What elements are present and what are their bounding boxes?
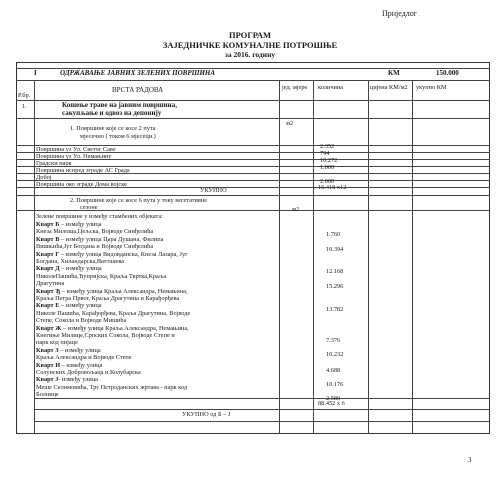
quarter-name: Кварт Ј: [36, 376, 59, 384]
quarter-text-line: [36, 369, 141, 376]
quarter-streets: Солунских Добровољаца и Колубарска: [36, 369, 141, 376]
location-label: Површина уз Ул. Немањину: [36, 152, 112, 160]
quarter-streets: – између улица Краља Александра, Немањина,: [61, 324, 189, 332]
quarter-text-line: [36, 228, 153, 235]
quarter-name: Кварт З: [36, 346, 59, 354]
col-total: укупно КМ: [416, 84, 447, 91]
sub2-unit: м2: [292, 206, 300, 213]
col-type: ВРСТА РАДОВА: [112, 86, 164, 94]
quarter-text-line: [36, 258, 124, 265]
quarter-streets: парк код пијаце: [36, 339, 78, 347]
sub1-total-value: 16.418 x12: [318, 184, 347, 191]
location-label: Површина уз Ул. Светог Саве: [36, 145, 116, 153]
col-rbr: Р.бр.: [18, 92, 31, 99]
location-qty: 1.000: [320, 163, 335, 171]
rule: [368, 80, 369, 434]
sub1-unit: м2: [286, 120, 294, 127]
quarter-streets: – између улица: [58, 346, 101, 354]
quarter-streets: Вишњића,Југ Богдана и Војводе Синђелића: [36, 243, 154, 251]
rule: [412, 80, 413, 434]
rule: [34, 421, 490, 422]
quarter-qty: 7.376: [326, 337, 341, 344]
quarter-streets: - између улица: [58, 376, 98, 384]
quarter-text-line: [36, 302, 102, 309]
rule: [34, 409, 490, 410]
sub2-title-line-2: сезоне: [80, 204, 98, 211]
quarter-qty: 4.688: [326, 367, 341, 374]
quarter-name: Кварт Е: [36, 302, 60, 310]
sub2-intro: Зелене површине у између стамбених објеката:: [36, 213, 163, 220]
quarter-text-line: [36, 332, 175, 339]
quarter-text-line: [36, 310, 190, 317]
quarter-text-line: [36, 325, 189, 332]
quarter-streets: Краља Петра Првог, Краља Драгутина и Карађорђева: [36, 295, 180, 302]
rule: [16, 118, 490, 119]
quarter-streets: – између улица: [59, 265, 102, 273]
row-number: 1.: [22, 103, 27, 110]
quarter-text-line: [36, 347, 101, 354]
quarter-qty: 12.168: [326, 268, 344, 275]
quarter-text-line: [36, 376, 98, 383]
quarter-text-line: [36, 295, 179, 302]
quarter-text-line: [36, 236, 163, 243]
quarter-qty: 1.760: [326, 231, 341, 238]
quarter-text-line: [36, 288, 188, 295]
page-number: 3: [468, 456, 472, 464]
quarter-qty: 2.580: [326, 395, 341, 402]
sub2-total-label: УКУПНО од Б – Ј: [182, 411, 231, 418]
sub2-title-line-1: 2. Површине које се косе 6 пута у току вегетативне: [70, 197, 208, 204]
sub2-total-value: 88.452 x 6: [318, 400, 345, 407]
row-heading-line-2: сакупљање и одвоз на депонију: [62, 109, 162, 117]
quarter-name: Кварт И: [36, 361, 61, 369]
col-qty: количина: [318, 84, 344, 91]
rule: [34, 80, 35, 434]
quarter-name: Кварт Д: [36, 265, 60, 273]
rule: [16, 195, 490, 196]
quarter-text-line: [36, 391, 59, 398]
location-qty: 10.272: [320, 156, 338, 164]
sub1-title-line-2: мјесечно ( током 6 мјесеци.): [80, 133, 156, 140]
quarter-qty: 15.296: [326, 283, 344, 290]
quarter-text-line: [36, 221, 102, 228]
quarter-text-line: [36, 280, 64, 287]
quarter-streets: Драгутина: [36, 280, 65, 288]
section-amount: 150.000: [436, 69, 459, 77]
corner-label: Прнједлог: [382, 9, 418, 18]
title-line-2: ЗАЈЕДНИЧКЕ КОМУНАЛНЕ ПОТРОШЊЕ: [162, 40, 338, 50]
quarter-text-line: [36, 354, 132, 361]
quarter-streets: Краља Александра и Војводе Степе: [36, 354, 132, 362]
sub1-total-label: УКУПНО: [200, 187, 227, 194]
location-label: Површина око зграде Дома војске: [36, 180, 127, 188]
quarter-name: Кварт Г: [36, 250, 60, 258]
location-label: Добој: [36, 173, 52, 181]
quarter-streets: – између улица Краља Александра, Немањина,: [60, 287, 188, 295]
title-line-3: за 2016. годину: [224, 50, 276, 59]
quarter-streets: Степе, Сокола и Војводе Мишића: [36, 317, 127, 325]
row-heading-line-1: Кошење траве на јавним површина,: [62, 101, 177, 109]
quarter-text-line: [36, 251, 188, 258]
quarter-qty: 10.176: [326, 381, 344, 388]
quarter-name: Кварт Ж: [36, 324, 62, 332]
col-unit: јед. мјере: [282, 84, 308, 91]
quarter-text-line: [36, 265, 102, 272]
quarter-name: Кварт Ђ: [36, 287, 61, 295]
title-line-1: ПРОГРАМ: [228, 30, 272, 40]
col-price: цијена КМ/м2: [370, 84, 408, 91]
quarter-streets: – између улица: [59, 302, 102, 310]
sub1-title-line-1: 1. Површине које се косе 2 пута: [70, 125, 156, 132]
quarter-text-line: [36, 339, 78, 346]
quarter-streets: Кнеза Милоша,Цељска, Војводе Синђелића: [36, 228, 154, 236]
quarter-text-line: [36, 273, 166, 280]
quarter-text-line: [36, 317, 126, 324]
quarter-streets: Николе Пашића, Карађорђева, Краља Драгутина, Војводе: [36, 309, 191, 317]
quarter-qty: 10.394: [326, 246, 344, 253]
quarter-streets: – између улица Цара Душана, Филипа: [59, 235, 164, 243]
location-label: Површина испред зграде АС Града: [36, 166, 130, 174]
quarter-streets: Богдана, Хиландарска,Његошева: [36, 258, 125, 265]
quarter-streets: – између улица: [60, 361, 103, 369]
quarter-streets: – између улица Видовданска, Кнеза Лазара, Југ: [59, 250, 188, 258]
quarter-qty: 13.782: [326, 306, 344, 313]
section-title: ОДРЖАВАЊЕ ЈАВНИХ ЗЕЛЕНИХ ПОВРШИНА: [60, 69, 216, 77]
quarter-name: Кварт В: [36, 235, 60, 243]
quarter-text-line: [36, 243, 153, 250]
rule: [16, 80, 490, 81]
section-number: I: [34, 69, 37, 77]
quarter-streets: Кнегиње Милице,Српских Сокола, Војводе Степе и: [36, 332, 175, 339]
quarter-streets: Болнице: [36, 391, 59, 399]
quarter-streets: НиколеПашића,Ћупријска, Краља Твртка,Краља: [36, 272, 167, 280]
quarter-streets: Меше Селимовића, Трг Петроданских жртава - парк код: [36, 383, 188, 391]
location-qty: 2.000: [320, 177, 335, 185]
quarter-text-line: [36, 384, 187, 391]
location-label: Градски парк: [36, 159, 72, 167]
location-qty: 2.352: [320, 142, 335, 150]
quarter-text-line: [36, 362, 102, 369]
rule: [313, 80, 314, 434]
location-qty: 794: [320, 149, 330, 157]
rule: [279, 80, 280, 434]
rule: [34, 398, 490, 399]
quarter-qty: 10.232: [326, 351, 344, 358]
section-currency: КМ: [388, 69, 400, 77]
quarter-streets: – између улица: [59, 221, 102, 228]
quarter-name: Кварт Б: [36, 221, 60, 228]
